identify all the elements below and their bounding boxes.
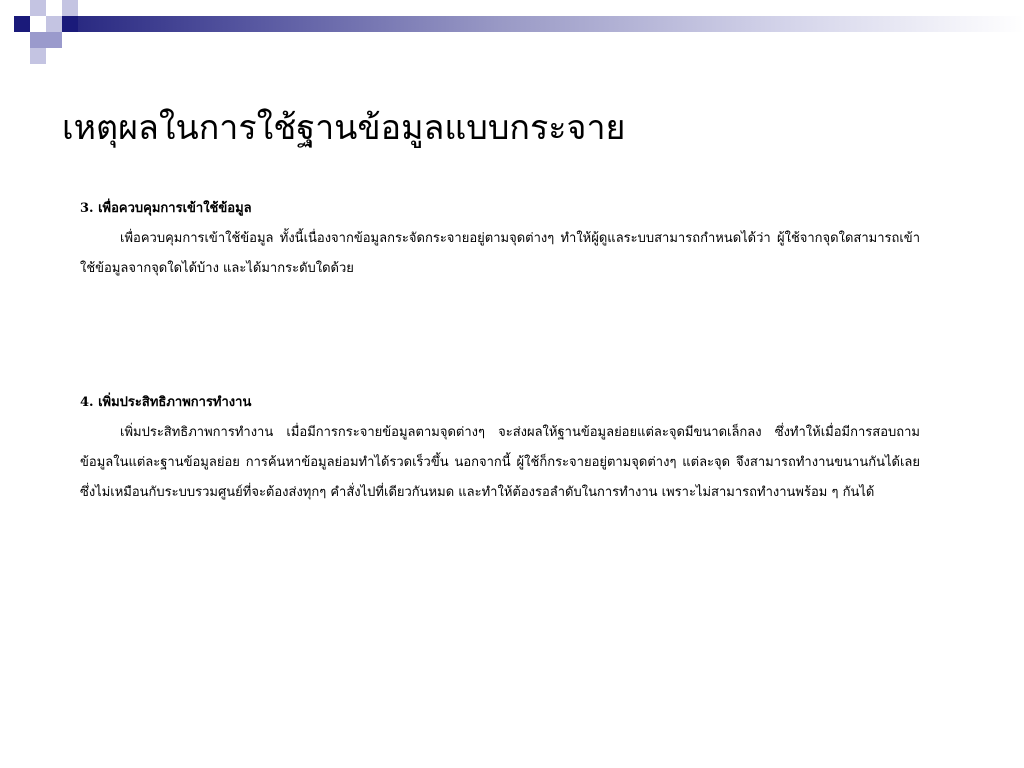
slide-title: เหตุผลในการใช้ฐานข้อมูลแบบกระจาย [62,108,626,148]
section-body: เพื่อควบคุมการเข้าใช้ข้อมูล ทั้งนี้เนื่องจากข้อมูลกระจัดกระจายอยู่ตามจุดต่างๆ ทำให้ผู้ดูแลระบบสามารถกำหนดได้ว่า ผู้ใช้จากจุดใดสามารถเข้าใช้ข้อมูลจากจุดใดได้บ้าง และได้มากระดับใดด้วย [80,231,920,276]
header-decoration [0,0,1024,64]
decor-square [62,0,78,16]
decor-square [30,0,46,16]
section-heading: 4. เพิ่มประสิทธิภาพการทำงาน [80,395,252,410]
section-heading: 3. เพื่อควบคุมการเข้าใช้ข้อมูล [80,201,252,216]
decor-square [30,48,46,64]
decor-square [14,16,30,32]
decor-square [30,32,46,48]
decor-square [62,16,78,32]
decor-square [46,32,62,48]
section-4 [80,388,920,508]
decor-square [46,16,62,32]
header-gradient-bar [78,16,1024,32]
section-body: เพิ่มประสิทธิภาพการทำงาน เมื่อมีการกระจายข้อมูลตามจุดต่างๆ จะส่งผลให้ฐานข้อมูลย่อยแต่ละจุดมีขนาดเล็กลง ซึ่งทำให้เมื่อมีการสอบถามข้อมูลในแต่ละฐานข้อมูลย่อย การค้นหาข้อมูลย่อมทำได้รวดเร็วขึ้น นอกจากนี้ ผู้ใช้ก็กระจายอยู่ตามจุดต่างๆ แต่ละจุด จึงสามารถทำงานขนานกันได้เลย ซึ่งไม่เหมือนกับระบบรวมศูนย์ที่จะต้องส่งทุกๆ คำสั่งไปที่เดียวกันหมด และทำให้ต้องรอลำดับในการทำงาน เพราะไม่สามารถทำงานพร้อม ๆ กันได้ [80,425,920,500]
section-3 [80,194,920,284]
